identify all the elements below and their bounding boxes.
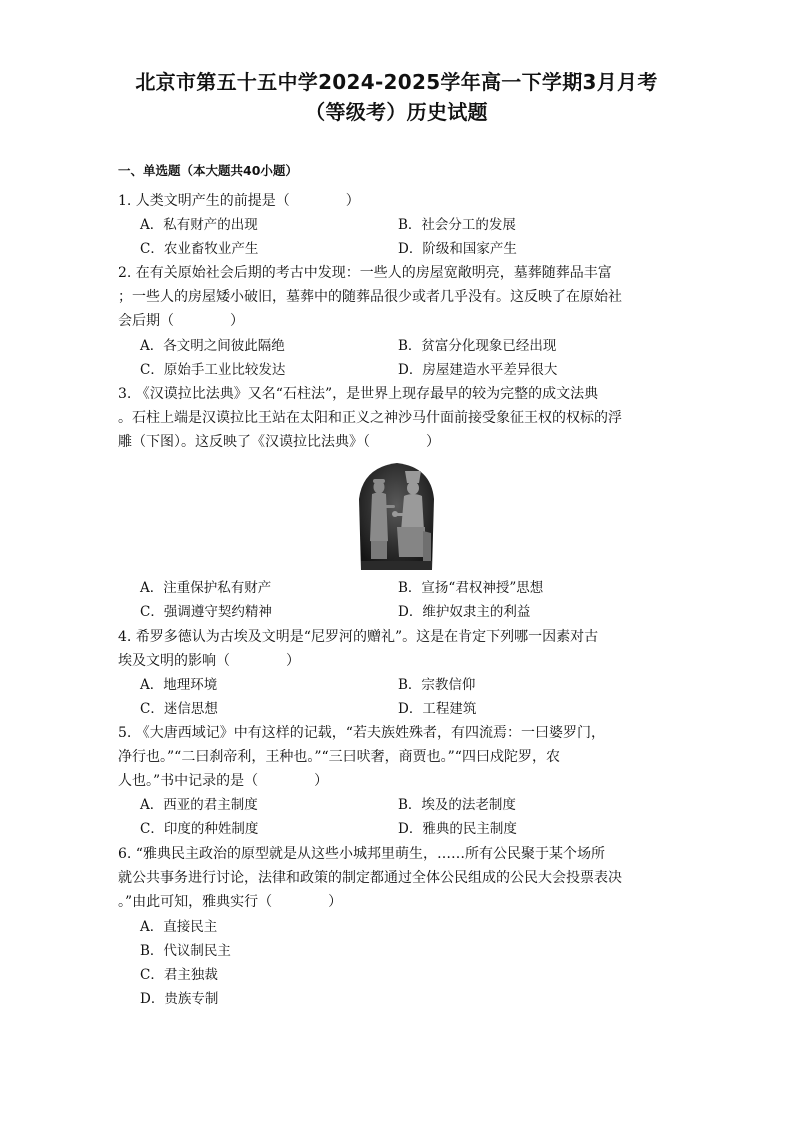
q1-option-d: D．阶级和国家产生 (398, 241, 517, 257)
hammurabi-stele-relief-image (355, 461, 438, 570)
q2-option-b: B．贫富分化现象已经出现 (398, 338, 557, 354)
q2-option-d: D．房屋建造水平差异很大 (398, 362, 558, 378)
question-1-stem: 1. 人类文明产生的前提是（ ） (118, 193, 360, 209)
question-2-stem-line2: ；一些人的房屋矮小破旧，墓葬中的随葬品很少或者几乎没有。这反映了在原始社 (118, 289, 622, 305)
q3-option-a: A．注重保护私有财产 (140, 580, 272, 596)
question-2-stem-line3: 会后期（ ） (118, 313, 244, 329)
question-3-stem-line1: 3. 《汉谟拉比法典》又名“石柱法”，是世界上现存最早的较为完整的成文法典 (118, 386, 599, 402)
q5-option-b: B．埃及的法老制度 (398, 797, 516, 813)
question-4-stem-line2: 埃及文明的影响（ ） (118, 653, 300, 669)
q4-option-c: C．迷信思想 (140, 701, 218, 717)
q6-option-b: B．代议制民主 (140, 943, 231, 959)
q5-option-d: D．雅典的民主制度 (398, 821, 517, 837)
question-5-stem-line2: 净行也。”“二曰刹帝利，王种也。”“三曰吠奢，商贾也。”“四曰戍陀罗，农 (118, 749, 560, 765)
q5-option-c: C．印度的种姓制度 (140, 821, 259, 837)
question-2-stem-line1: 2. 在有关原始社会后期的考古中发现：一些人的房屋宽敞明亮，墓葬随葬品丰富 (118, 265, 612, 281)
q1-option-b: B．社会分工的发展 (398, 217, 516, 233)
q5-option-a: A．西亚的君主制度 (140, 797, 258, 813)
q6-option-d: D．贵族专制 (140, 991, 219, 1007)
section-heading: 一、单选题（本大题共40小题） (118, 163, 298, 178)
exam-title-line2: （等级考）历史试题 (305, 100, 488, 124)
question-6-stem-line1: 6. “雅典民主政治的原型就是从这些小城邦里萌生，……所有公民聚于某个场所 (118, 846, 605, 862)
question-3-stem-line2: 。石柱上端是汉谟拉比王站在太阳和正义之神沙马什面前接受象征王权的权标的浮 (118, 410, 622, 426)
q1-option-a: A．私有财产的出现 (140, 217, 258, 233)
q6-option-a: A．直接民主 (140, 919, 218, 935)
q4-option-d: D．工程建筑 (398, 701, 477, 717)
q3-option-d: D．维护奴隶主的利益 (398, 604, 531, 620)
q2-option-c: C．原始手工业比较发达 (140, 362, 286, 378)
q4-option-a: A．地理环境 (140, 677, 218, 693)
question-4-stem-line1: 4. 希罗多德认为古埃及文明是“尼罗河的赠礼”。这是在肯定下列哪一因素对古 (118, 629, 599, 645)
question-6-stem-line3: 。”由此可知，雅典实行（ ） (118, 894, 343, 910)
question-5-stem-line3: 人也。”书中记录的是（ ） (118, 773, 329, 789)
q3-option-b: B．宣扬“君权神授”思想 (398, 580, 544, 596)
question-6-stem-line2: 就公共事务进行讨论，法律和政策的制定都通过全体公民组成的公民大会投票表决 (118, 870, 622, 886)
question-5-stem-line1: 5. 《大唐西域记》中有这样的记载，“若夫族姓殊者，有四流焉：一曰婆罗门， (118, 725, 605, 741)
q2-option-a: A．各文明之间彼此隔绝 (140, 338, 285, 354)
exam-title-line1: 北京市第五十五中学2024-2025学年高一下学期3月月考 (135, 70, 658, 94)
q6-option-c: C．君主独裁 (140, 967, 218, 983)
q1-option-c: C．农业畜牧业产生 (140, 241, 259, 257)
q3-option-c: C．强调遵守契约精神 (140, 604, 272, 620)
q4-option-b: B．宗教信仰 (398, 677, 476, 693)
question-3-stem-line3: 雕（下图）。这反映了《汉谟拉比法典》（ ） (118, 434, 440, 450)
